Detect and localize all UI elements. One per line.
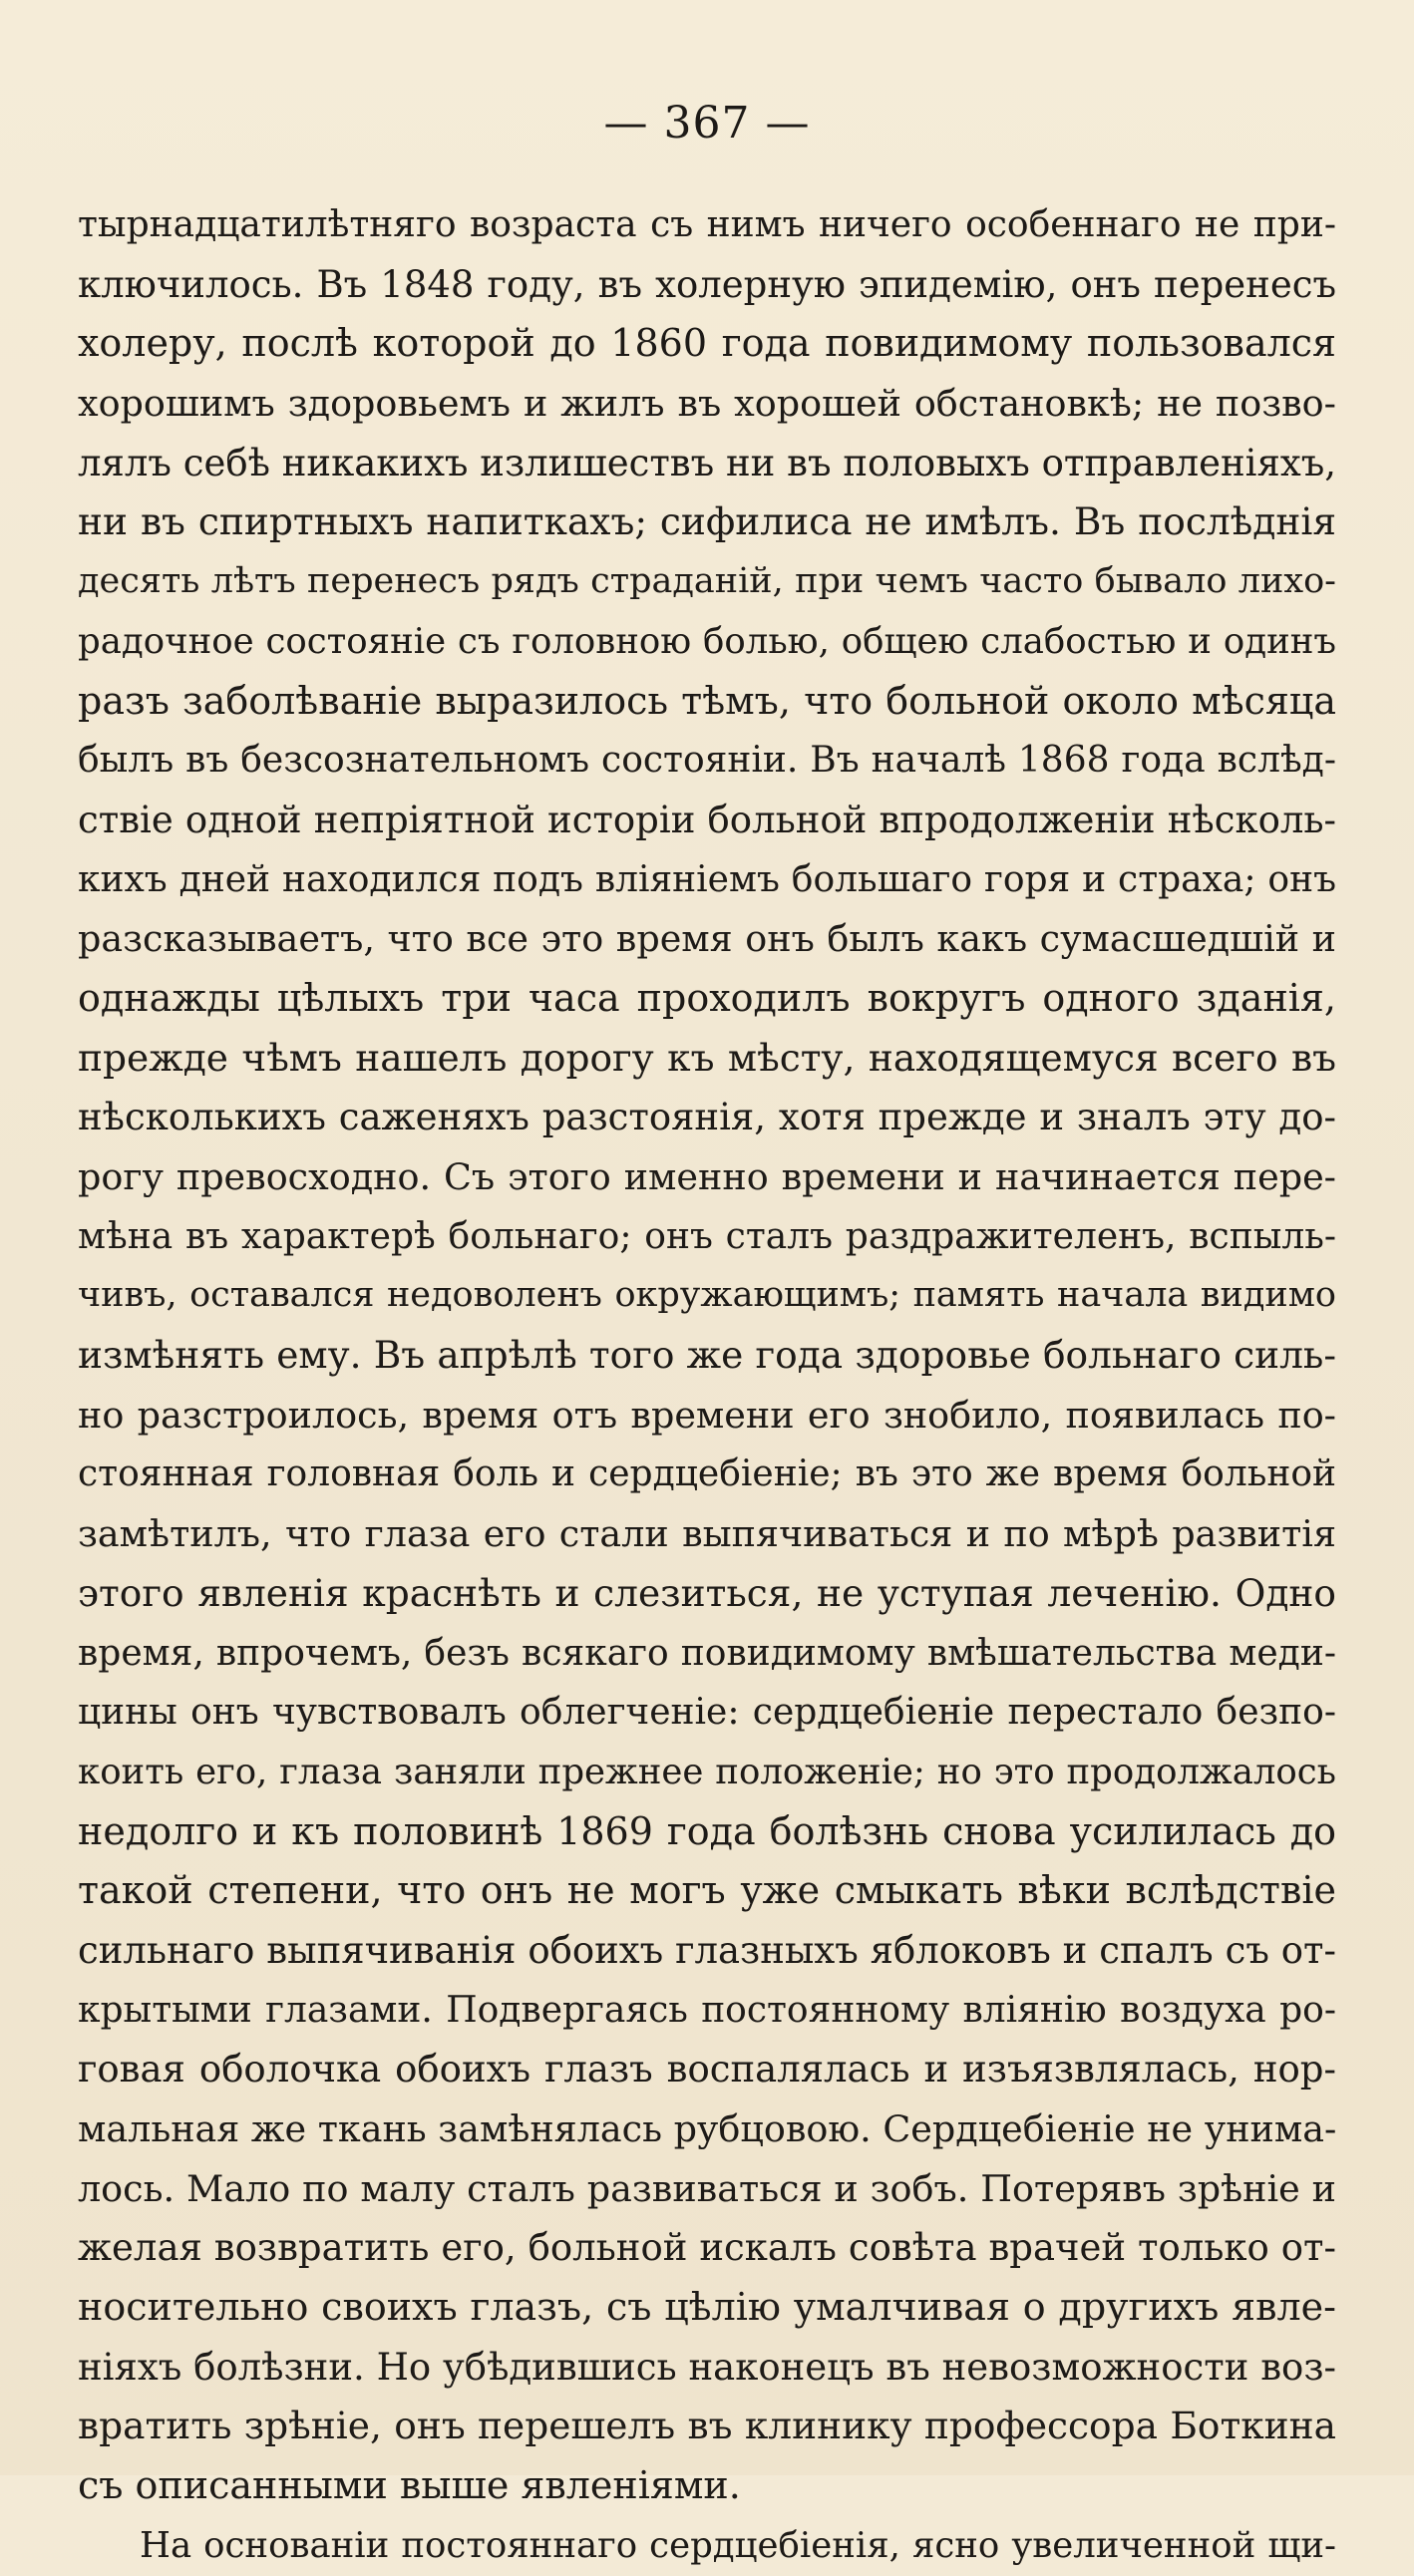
text-line: носительно своихъ глазъ, съ цѣлію умалчивая о другихъ явле- bbox=[78, 2285, 1336, 2330]
text-line: мѣна въ характерѣ больнаго; онъ сталъ раздражителенъ, вспыль- bbox=[78, 1215, 1336, 1257]
text-line: но разстроилось, время отъ времени его знобило, появилась по- bbox=[78, 1393, 1336, 1437]
text-line: десять лѣтъ перенесъ рядъ страданій, при чемъ часто бывало лихо- bbox=[78, 561, 1336, 602]
text-line: время, впрочемъ, безъ всякаго повидимому вмѣшательства меди- bbox=[78, 1632, 1336, 1674]
text-line: крытыми глазами. Подвергаясь постоянному вліянію воздуха ро- bbox=[78, 1989, 1336, 2031]
text-line: недолго и къ половинѣ 1869 года болѣзнь снова усилилась до bbox=[78, 1808, 1336, 1853]
text-line: вратить зрѣніе, онъ перешелъ въ клинику профессора Боткина bbox=[78, 2404, 1336, 2448]
text-line: этого явленія краснѣть и слезиться, не уступая леченію. Одно bbox=[78, 1570, 1336, 1615]
text-line: однажды цѣлыхъ три часа проходилъ вокругъ одного зданія, bbox=[78, 975, 1336, 1020]
text-line: цины онъ чувствовалъ облегченіе: сердцебіеніе перестало безпо- bbox=[78, 1692, 1336, 1734]
text-line: На основаніи постояннаго сердцебіенія, ясно увеличенной щи- bbox=[140, 2524, 1336, 2566]
text-line: холеру, послѣ которой до 1860 года повидимому пользовался bbox=[78, 321, 1336, 366]
body-text bbox=[78, 195, 1336, 2576]
text-line: ни въ спиртныхъ напиткахъ; сифилиса не имѣлъ. Въ послѣднія bbox=[78, 499, 1336, 544]
text-line: коить его, глаза заняли прежнее положеніе; но это продолжалось bbox=[78, 1751, 1336, 1792]
text-line: рогу превосходно. Съ этого именно времени и начинается пере- bbox=[78, 1155, 1336, 1198]
text-line: прежде чѣмъ нашелъ дорогу къ мѣсту, находящемуся всего въ bbox=[78, 1035, 1336, 1080]
text-line: замѣтилъ, что глаза его стали выпячиваться и по мѣрѣ развитія bbox=[78, 1512, 1336, 1556]
text-line: такой степени, что онъ не могъ уже смыкать вѣки вслѣдствіе bbox=[78, 1868, 1336, 1913]
text-line: былъ въ безсознательномъ состояніи. Въ началѣ 1868 года вслѣд- bbox=[78, 740, 1336, 782]
text-line: радочное состояніе съ головною болью, общею слабостью и одинъ bbox=[78, 620, 1336, 662]
text-line: лялъ себѣ никакихъ излишествъ ни въ половыхъ отправленіяхъ, bbox=[78, 441, 1336, 484]
text-line: разсказываетъ, что все это время онъ былъ какъ сумасшедшій и bbox=[78, 917, 1336, 961]
text-line: хорошимъ здоровьемъ и жилъ въ хорошей обстановкѣ; не позво- bbox=[78, 382, 1336, 426]
text-line: разъ заболѣваніе выразилось тѣмъ, что больной около мѣсяца bbox=[78, 678, 1336, 723]
text-line: тырнадцатилѣтняго возраста съ нимъ ничего особеннаго не при- bbox=[78, 204, 1336, 245]
text-line: стоянная головная боль и сердцебіеніе; въ это же время больной bbox=[78, 1453, 1336, 1495]
text-line: желая возвратить его, больной искалъ совѣта врачей только от- bbox=[78, 2226, 1336, 2270]
text-line: кихъ дней находился подъ вліяніемъ большаго горя и страха; онъ bbox=[78, 858, 1336, 900]
text-line: измѣнять ему. Въ апрѣлѣ того же года здоровье больнаго силь- bbox=[78, 1333, 1336, 1378]
page-number: — 367 — bbox=[603, 98, 811, 149]
text-line: сильнаго выпячиванія обоихъ глазныхъ яблоковъ и спалъ съ от- bbox=[78, 1928, 1336, 1972]
text-line: лось. Мало по малу сталъ развиваться и зобъ. Потерявъ зрѣніе и bbox=[78, 2166, 1336, 2210]
text-line: нѣсколькихъ саженяхъ разстоянія, хотя прежде и зналъ эту до- bbox=[78, 1096, 1336, 1139]
text-line: мальная же ткань замѣнялась рубцовою. Сердцебіеніе не унима- bbox=[78, 2107, 1336, 2150]
text-line: ствіе одной непріятной исторіи больной впродолженіи нѣсколь- bbox=[78, 798, 1336, 841]
text-line: чивъ, оставался недоволенъ окружающимъ; память начала видимо bbox=[78, 1275, 1336, 1316]
text-line: говая оболочка обоихъ глазъ воспалялась и изъязвлялась, нор- bbox=[78, 2048, 1336, 2092]
text-line: ключилось. Въ 1848 году, въ холерную эпидемію, онъ перенесъ bbox=[78, 262, 1336, 306]
text-line: ніяхъ болѣзни. Но убѣдившись наконецъ въ невозможности воз- bbox=[78, 2345, 1336, 2389]
text-line: съ описанными выше явленіями. bbox=[78, 2463, 741, 2508]
